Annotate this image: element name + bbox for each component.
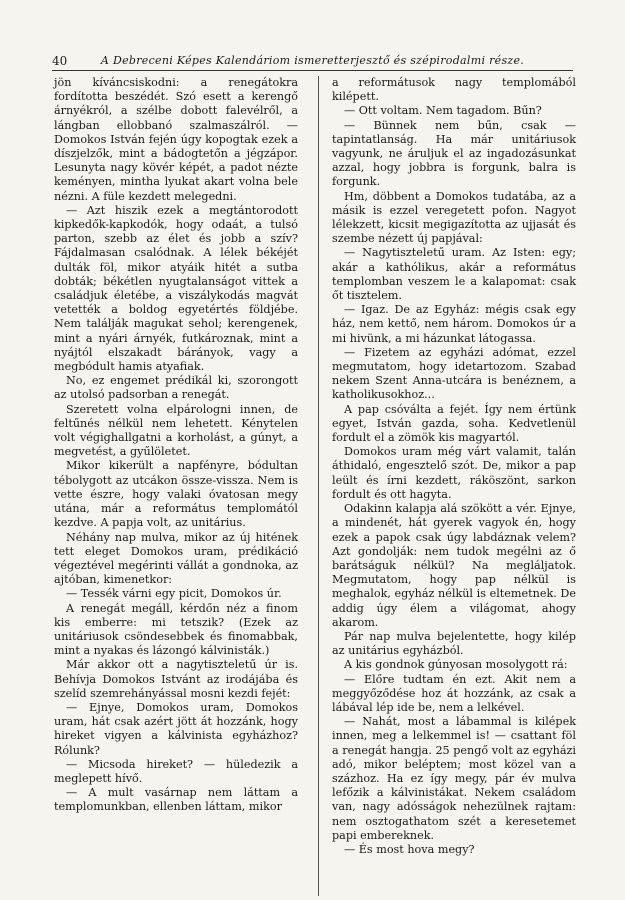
paragraph: — Tessék várni egy picit, Domokos úr. [66, 587, 282, 601]
paragraph: — A mult vasárnap nem láttam a templomunkban, ellenben láttam, mikor [54, 786, 298, 814]
running-title: A Debreceni Képes Kalendáriom ismeretterjesztő és szépirodalmi része. [100, 54, 525, 67]
paragraph: No, ez engemet prédikál ki, szorongott az utolsó padsorban a renegát. [54, 374, 298, 402]
paragraph: Szeretett volna elpárologni innen, de feltűnés nélkül nem lehetett. Kénytelen volt végighallgatni a korholást, a gúnyt, a megvetést, a gyűlöletet. [54, 402, 298, 459]
paragraph: Mikor kikerült a napfényre, bódultan tébolygott az utcákon össze-vissza. Nem is vette észre, hogy valaki óvatosan megy utána, már a református templomától kezdve. A papja volt, az unitárius. [54, 459, 298, 530]
paragraph: — Nagytiszteletű uram. Az Isten: egy; akár a kathólikus, akár a református templomban veszem le a kalapomat: csak őt tisztelem. [332, 246, 576, 303]
paragraph: Néhány nap mulva, mikor az új hitének tett eleget Domokos uram, prédikáció végeztével megérinti vállát a gondnoka, az ajtóban, kimenetkor: [54, 530, 298, 587]
paragraph: — És most hova megy? [344, 842, 475, 856]
left-column [54, 76, 298, 815]
paragraph: A renegát megáll, kérdőn néz a finom kis emberre: mi tetszik? (Ezek az unitáriusok csöndesebbek és finomabbak, mint a nyakas és lázongó kálvinisták.) [54, 601, 298, 658]
right-column [332, 76, 576, 857]
paragraph: Odakinn kalapja alá szökött a vér. Ejnye, a mindenét, hát gyerek vagyok én, hogy ezek a papok csak úgy labdáznak velem? Azt gondolják: nem tudok megélni az ő barátságuk nélkül? Na megláljatok. Megmutatom, hogy pap nélkül is meghalok, egyház nélkül is eltemetnek. De addig úgy élem a világomat, ahogy akarom. [332, 502, 576, 629]
paragraph: A pap csóválta a fejét. Így nem értünk egyet, István gazda, soha. Kedvetlenül fordult el a zömök kis magyartól. [332, 402, 576, 445]
paragraph: — Előre tudtam én ezt. Akit nem a meggyőződése hoz át hozzánk, az csak a lábával lép ide be, nem a lelkével. [332, 672, 576, 714]
paragraph: — Igaz. De az Egyház: mégis csak egy ház, nem kettő, nem három. Domokos úr a mi hivünk, a mi házunkat látogassa. [332, 303, 576, 345]
paragraph: — Ott voltam. Nem tagadom. Bűn? [344, 104, 542, 118]
paragraph: — Bünnek nem bűn, csak — tapintatlanság. Ha már unitáriusok vagyunk, ne áruljuk el az ingadozásunkat azzal, hogy jobbra is forgunk, balra is forgunk. [332, 118, 576, 189]
paragraph: jön kíváncsiskodni: a renegátokra fordította beszédét. Szó esett a kerengő árnyékról, a szélbe dobott falevélről, a lángban ellobbanó szalmaszálról. — Domokos István fején úgy kopogtak ezek a díszjelzők, mint a bádogtetőn a jégzápor. Lesunyta nagy kövér képét, a padot nézte keményen, mintha lyukat akart volna bele nézni. A füle kezdett melegedni. [54, 76, 298, 203]
paragraph: Már akkor ott a nagytiszteletű úr is. Behívja Domokos Istvánt az irodájába és szelíd szemrehányással mosni kezdi fejét: [54, 658, 298, 700]
paragraph: A kis gondnok gúnyosan mosolygott rá: [344, 658, 568, 672]
paragraph: Hm, döbbent a Domokos tudatába, az a másik is ezzel veregetett pofon. Nagyot lélekzett, kicsit megigazította az ujjasát és szembe nézett új papjával: [332, 189, 576, 246]
paragraph: — Azt hiszik ezek a megtántorodott kipkedők-kapkodók, hogy odaát, a tulsó parton, szebb az élet és jobb a szív? Fájdalmasan csalódnak. A lélek békéjét dulták föl, mikor atyáik hitét a sutba dobták; békétlen nyugtalanságot vittek a családjuk életébe, a viszálykodás magvát vetették a boldog egyetértés földjébe. Nem találják magukat sehol; kerengenek, mint a nyári árnyék, futkároznak, mint a nyájtól elszakadt bárányok, vagy a megbódult hamis atyafiak. [54, 203, 298, 374]
running-header [52, 50, 573, 71]
paragraph: — Fizetem az egyházi adómat, ezzel megmutatom, hogy idetartozom. Szabad nekem Szent Anna-utcára is benéznem, a katholikusokhoz... [332, 345, 576, 402]
paragraph: Domokos uram még várt valamit, talán áthidaló, engesztelő szót. De, mikor a pap leült és írni kezdett, ráköszönt, sarkon fordult és ott hagyta. [332, 445, 576, 501]
page-number: 40 [52, 54, 68, 68]
column-divider [318, 76, 319, 896]
paragraph: — Ejnye, Domokos uram, Domokos uram, hát csak azért jött át hozzánk, hogy hireket vigyen a kálvinista egyházhoz? Rólunk? [54, 700, 298, 757]
paragraph: Pár nap mulva bejelentette, hogy kilép az unitárius egyházból. [332, 629, 576, 658]
paragraph: — Nahát, most a lábammal is kilépek innen, meg a lelkemmel is! — csattant föl a renegát hangja. 25 pengő volt az egyházi adó, mikor beléptem; most közel van a százhoz. Ha ez így megy, pár év mulva lefőzik a kálvinistákat. Nekem családom van, nagy adósságok nehezülnek rajtam: nem osztogathatom szét a keresetemet papi embereknek. [332, 715, 576, 842]
paragraph: — Micsoda hireket? — hüledezik a meglepett hívő. [54, 757, 298, 785]
paragraph: a reformátusok nagy templomából kilépett. [332, 76, 576, 104]
